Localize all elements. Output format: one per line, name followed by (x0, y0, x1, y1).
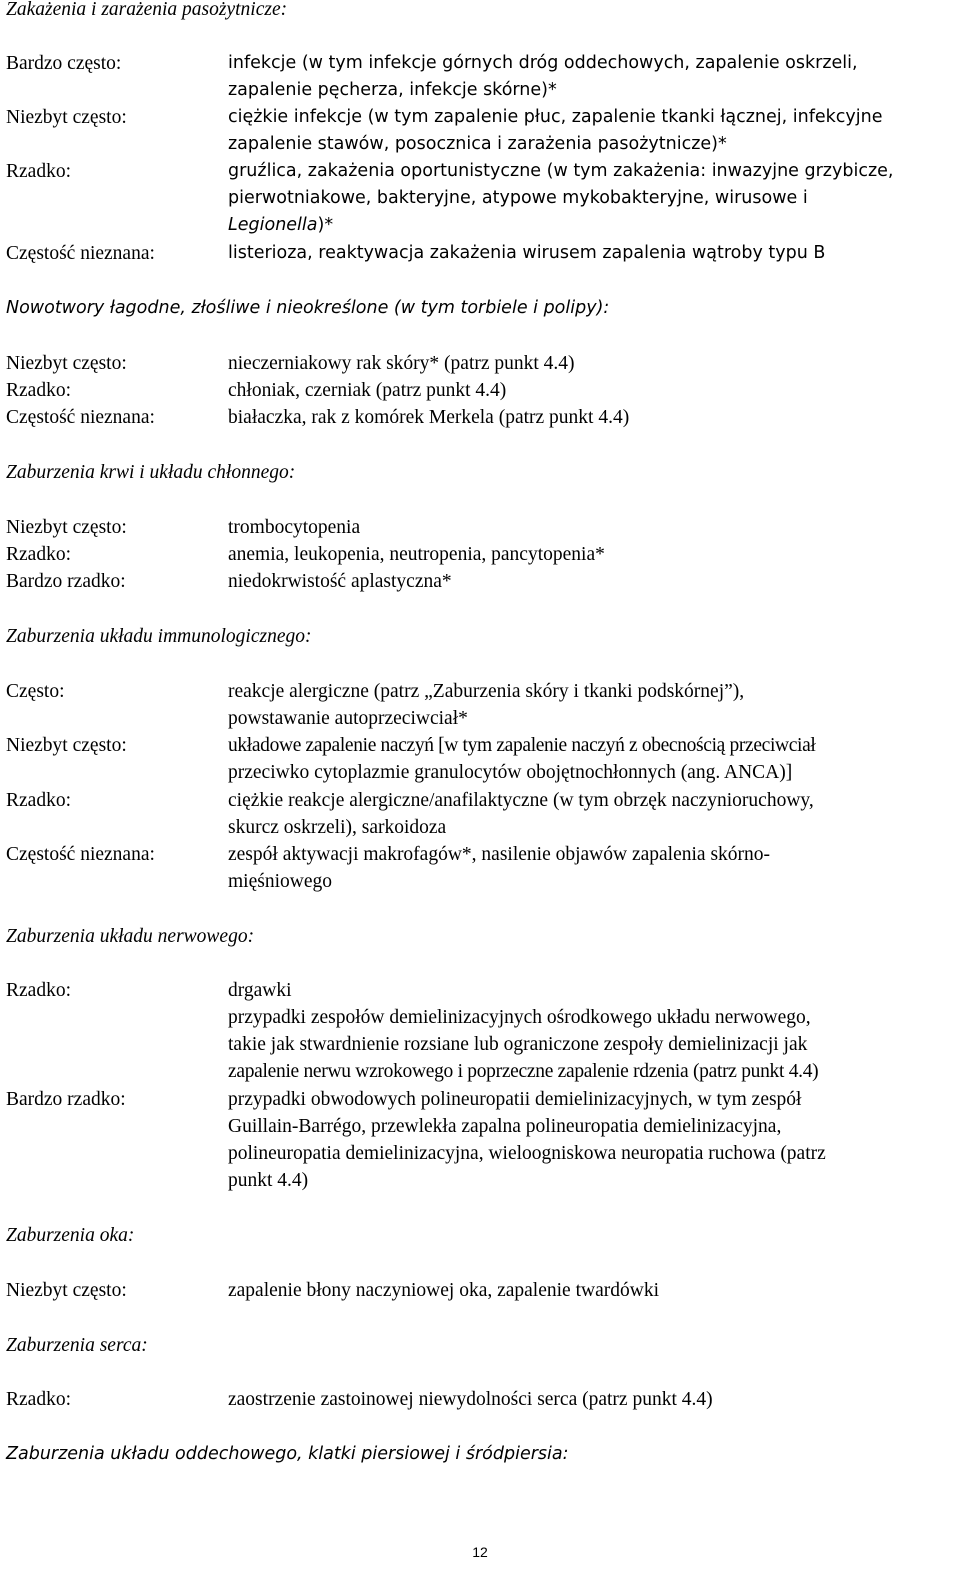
effect-text: białaczka, rak z komórek Merkela (patrz punkt 4.4) (228, 407, 630, 428)
effect-text: ciężkie infekcje (w tym zapalenie płuc, zapalenie tkanki łącznej, infekcyjne (228, 107, 883, 127)
effect-text: powstawanie autoprzeciwciał* (228, 708, 468, 729)
effect-text: zapalenie nerwu wzrokowego i poprzeczne zapalenie rdzenia (patrz punkt 4.4) (228, 1061, 819, 1082)
effect-text: zapalenie stawów, posocznica i zarażenia pasożytnicze)* (228, 134, 727, 154)
effect-text: reakcje alergiczne (patrz „Zaburzenia skóry i tkanki podskórnej”), (228, 681, 745, 702)
effect-text: niedokrwistość aplastyczna* (228, 571, 452, 592)
effect-text: mięśniowego (228, 871, 332, 892)
section-heading-neoplasms: Nowotwory łagodne, złośliwe i nieokreślone (w tym torbiele i polipy): (6, 298, 610, 318)
effect-text: układowe zapalenie naczyń [w tym zapalenie naczyń z obecnością przeciwciał (228, 735, 816, 756)
effect-text: Legionella)* (228, 215, 334, 235)
effect-text: anemia, leukopenia, neutropenia, pancytopenia* (228, 544, 605, 565)
frequency-label: Niezbyt często: (6, 107, 127, 128)
effect-text: polineuropatia demielinizacyjna, wieloogniskowa neuropatia ruchowa (patrz (228, 1143, 826, 1164)
frequency-label: Częstość nieznana: (6, 844, 155, 865)
effect-text: zaostrzenie zastoinowej niewydolności serca (patrz punkt 4.4) (228, 1389, 713, 1410)
frequency-label: Rzadko: (6, 1389, 71, 1410)
effect-text: listerioza, reaktywacja zakażenia wirusem zapalenia wątroby typu B (228, 243, 826, 263)
effect-text: przypadki obwodowych polineuropatii demielinizacyjnych, w tym zespół (228, 1089, 802, 1110)
effect-text: przypadki zespołów demielinizacyjnych ośrodkowego układu nerwowego, (228, 1007, 811, 1028)
frequency-label: Bardzo rzadko: (6, 1089, 126, 1110)
effect-text: skurcz oskrzeli), sarkoidoza (228, 817, 447, 838)
effect-text: takie jak stwardnienie rozsiane lub ograniczone zespoły demielinizacji jak (228, 1034, 808, 1055)
section-heading-immune: Zaburzenia układu immunologicznego: (6, 626, 312, 647)
frequency-label: Rzadko: (6, 380, 71, 401)
effect-text: punkt 4.4) (228, 1170, 309, 1191)
effect-text: zapalenie błony naczyniowej oka, zapalenie twardówki (228, 1280, 659, 1301)
frequency-label: Rzadko: (6, 790, 71, 811)
section-heading-infections: Zakażenia i zarażenia pasożytnicze: (6, 0, 288, 20)
section-heading-nervous: Zaburzenia układu nerwowego: (6, 926, 255, 947)
effect-text: chłoniak, czerniak (patrz punkt 4.4) (228, 380, 507, 401)
effect-text: Guillain-Barrégo, przewlekła zapalna polineuropatia demielinizacyjna, (228, 1116, 782, 1137)
effect-text: drgawki (228, 980, 292, 1001)
effect-text: zespół aktywacji makrofagów*, nasilenie objawów zapalenia skórno- (228, 844, 771, 865)
effect-text: infekcje (w tym infekcje górnych dróg oddechowych, zapalenie oskrzeli, (228, 53, 858, 73)
section-heading-heart: Zaburzenia serca: (6, 1335, 148, 1356)
frequency-label: Rzadko: (6, 544, 71, 565)
frequency-label: Częstość nieznana: (6, 243, 155, 264)
frequency-label: Niezbyt często: (6, 517, 127, 538)
frequency-label: Bardzo rzadko: (6, 571, 126, 592)
effect-text: zapalenie pęcherza, infekcje skórne)* (228, 80, 557, 100)
frequency-label: Rzadko: (6, 161, 71, 182)
frequency-label: Niezbyt często: (6, 353, 127, 374)
frequency-label: Bardzo często: (6, 53, 122, 74)
effect-text: gruźlica, zakażenia oportunistyczne (w tym zakażenia: inwazyjne grzybicze, (228, 161, 894, 181)
section-heading-blood: Zaburzenia krwi i układu chłonnego: (6, 462, 296, 483)
page-number: 12 (472, 1544, 488, 1560)
effect-text: pierwotniakowe, bakteryjne, atypowe mykobakteryjne, wirusowe i (228, 188, 808, 208)
frequency-label: Niezbyt często: (6, 735, 127, 756)
frequency-label: Częstość nieznana: (6, 407, 155, 428)
frequency-label: Niezbyt często: (6, 1280, 127, 1301)
effect-text: nieczerniakowy rak skóry* (patrz punkt 4.4) (228, 353, 575, 374)
frequency-label: Często: (6, 681, 65, 702)
frequency-label: Rzadko: (6, 980, 71, 1001)
section-heading-eye: Zaburzenia oka: (6, 1225, 135, 1246)
effect-text: trombocytopenia (228, 517, 361, 538)
effect-text: przeciwko cytoplazmie granulocytów obojętnochłonnych (ang. ANCA)] (228, 762, 793, 783)
effect-text: ciężkie reakcje alergiczne/anafilaktyczne (w tym obrzęk naczynioruchowy, (228, 790, 814, 811)
section-heading-respiratory: Zaburzenia układu oddechowego, klatki piersiowej i śródpiersia: (6, 1444, 569, 1464)
